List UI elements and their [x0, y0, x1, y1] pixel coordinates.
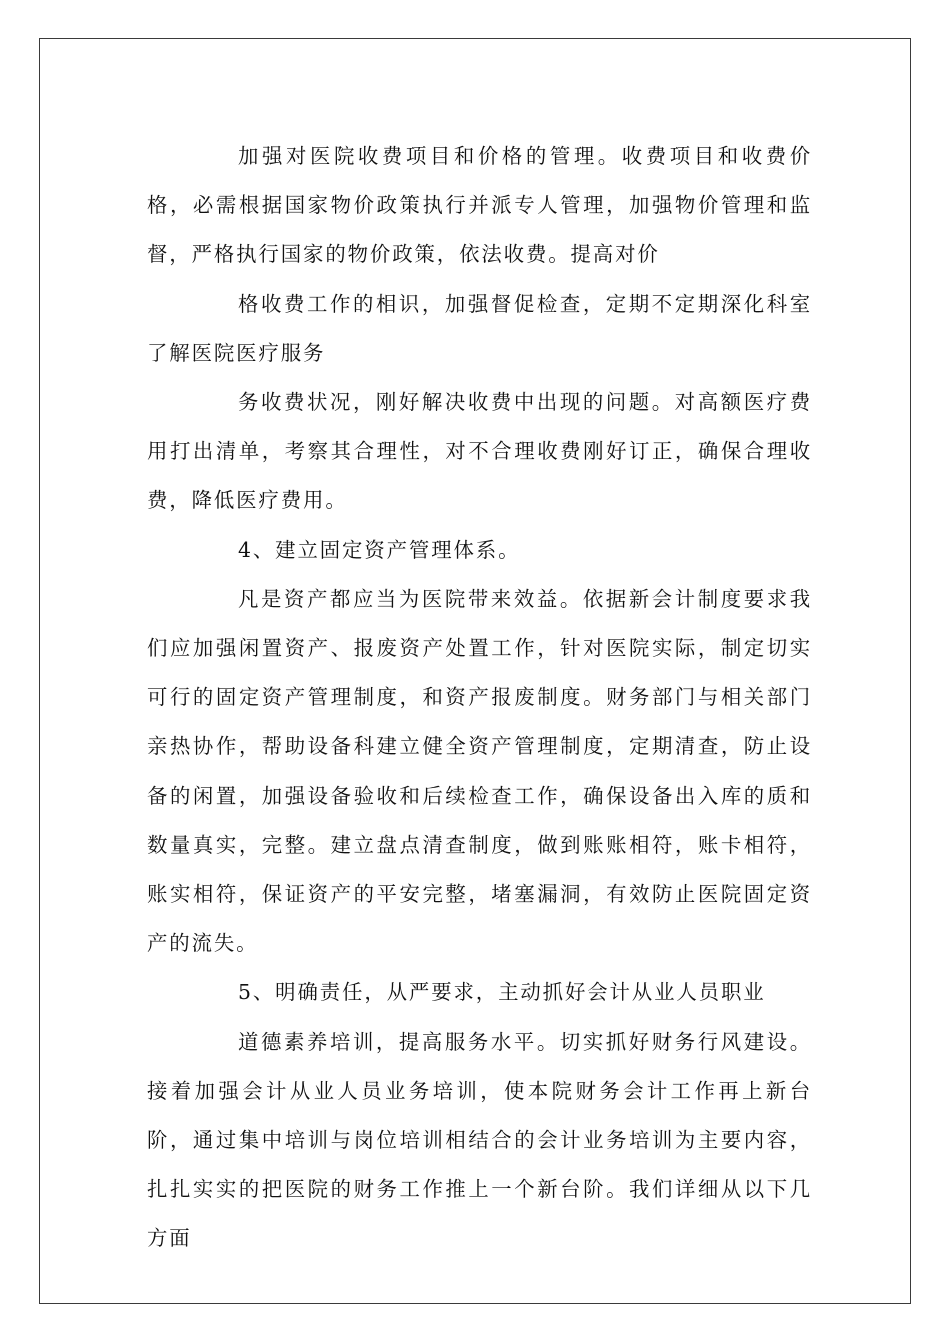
paragraph-1: 加强对医院收费项目和价格的管理。收费项目和收费价格，必需根据国家物价政策执行并派专人管理，加强物价管理和监督，严格执行国家的物价政策，依法收费。提高对价	[147, 144, 812, 267]
paragraph-7: 道德素养培训，提高服务水平。切实抓好财务行风建设。接着加强会计从业人员业务培训，使本院财务会计工作再上新台阶，通过集中培训与岗位培训相结合的会计业务培训为主要内容，扎扎实实的把医院的财务工作推上一个新台阶。我们详细从以下几方面	[147, 1029, 812, 1251]
section-heading-5: 5、明确责任，从严要求，主动抓好会计从业人员职业	[238, 980, 766, 1005]
paragraph-5: 凡是资产都应当为医院带来效益。依据新会计制度要求我们应加强闲置资产、报废资产处置工作，针对医院实际，制定切实可行的固定资产管理制度，和资产报废制度。财务部门与相关部门亲热协作，帮助设备科建立健全资产管理制度，定期清查，防止设备的闲置，加强设备验收和后续检查工作，确保设备出入库的质和数量真实，完整。建立盘点清查制度，做到账账相符，账卡相符，账实相符，保证资产的平安完整，堵塞漏洞，有效防止医院固定资产的流失。	[147, 586, 812, 956]
paragraph-3: 务收费状况，刚好解决收费中出现的问题。对高额医疗费用打出清单，考察其合理性，对不合理收费刚好订正，确保合理收费，降低医疗费用。	[147, 390, 812, 513]
section-heading-4: 4、建立固定资产管理体系。	[238, 537, 521, 562]
paragraph-2: 格收费工作的相识，加强督促检查，定期不定期深化科室了解医院医疗服务	[147, 291, 812, 365]
document-body	[147, 132, 812, 1264]
